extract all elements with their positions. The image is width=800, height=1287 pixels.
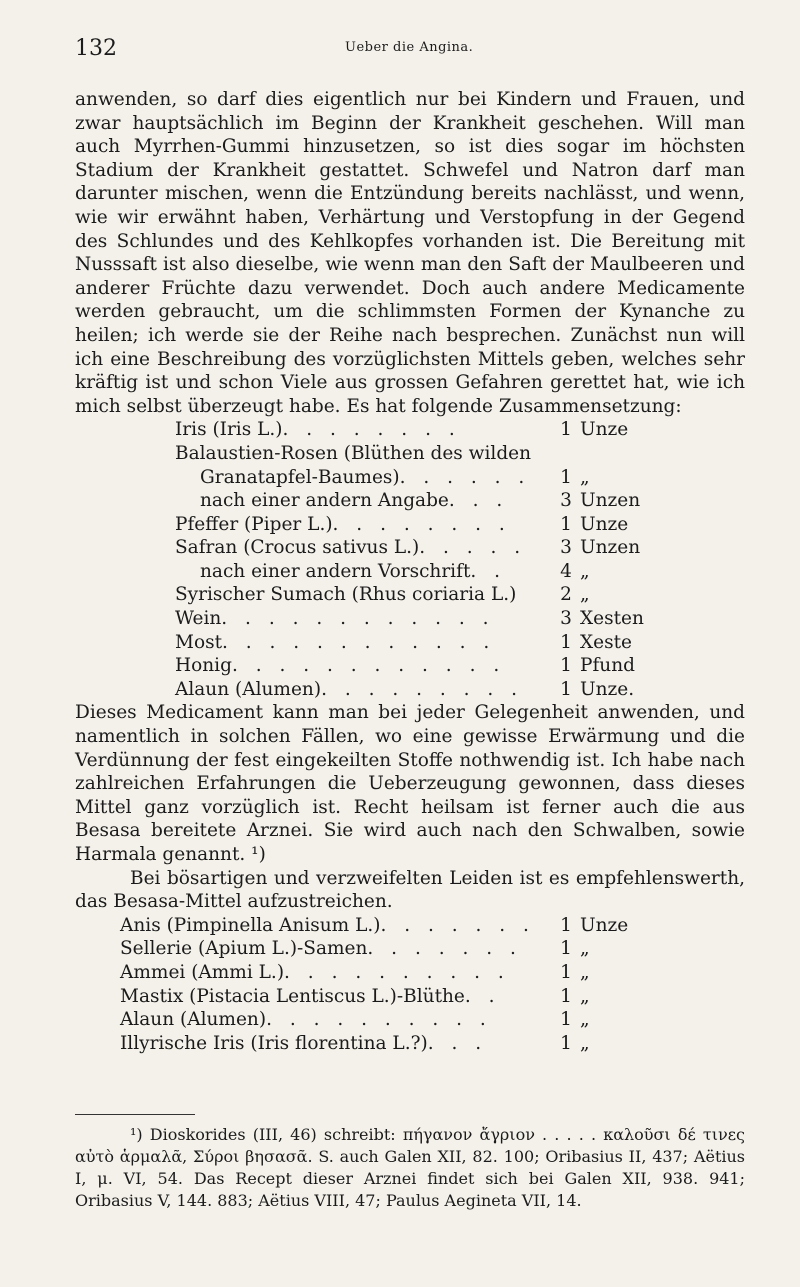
quantity: 3 (560, 490, 572, 512)
ingredient-name: Alaun (Alumen) (120, 1009, 267, 1031)
quantity: 1 (560, 938, 572, 960)
quantity: 1 (560, 655, 572, 677)
quantity: 1 (560, 419, 572, 441)
recipe-row (75, 442, 675, 466)
main-text (75, 88, 745, 1055)
unit: „ (580, 584, 590, 606)
page-number: 132 (75, 36, 117, 61)
quantity: 4 (560, 560, 572, 582)
recipe-list-1 (75, 418, 675, 701)
ingredient-name: Granatapfel-Baumes) (200, 466, 400, 488)
unit: Unze. (580, 678, 635, 700)
leader-dots: . . . . . . . . (282, 419, 461, 441)
leader-dots: . . . . . . . (380, 914, 535, 936)
leader-dots: . . (464, 985, 501, 1007)
recipe-row (75, 607, 675, 631)
recipe-list-2 (75, 914, 675, 1056)
paragraph: anwenden, so darf dies eigentlich nur bei Kindern und Frauen, und zwar hauptsächlich im Beginn der Krankheit geschehen. Will man auch Myrrhen-Gummi hinzusetzen, so ist dies sogar im höchsten Stadium der Krankheit gestattet. Schwefel und Natron darf man darunter mischen, wenn die Entzündung bereits nachlässt, und wenn, wie wir erwähnt haben, Verhärtung und Verstopfung in der Gegend des Schlundes und des Kehlkopfes vorhanden ist. Die Bereitung mit Nusssaft ist also dieselbe, wie wenn man den Saft der Maulbeeren und anderer Früchte dazu verwendet. Doch auch andere Medicamente werden gebraucht, um die schlimmsten Formen der Kynanche zu heilen; ich werde sie der Reihe nach besprechen. Zunächst nun will ich eine Beschreibung des vorzüglichsten Mittels geben, welches sehr kräftig ist und schon Viele aus grossen Gefahren gerettet hat, wie ich mich selbst überzeugt habe. Es hat folgende Zusammensetzung: (75, 89, 745, 417)
ingredient-name: Balaustien-Rosen (Blüthen des wilden (175, 442, 532, 464)
quantity: 1 (560, 513, 572, 535)
unit: „ (580, 1032, 590, 1054)
ingredient-name: Sellerie (Apium L.)-Samen (120, 938, 368, 960)
ingredient-name: Pfeffer (Piper L.) (175, 513, 333, 535)
leader-dots: . . . . . . . . . . . . (222, 631, 496, 653)
quantity: 2 (560, 584, 572, 606)
ingredient-name: nach einer andern Angabe (200, 490, 449, 512)
unit: Pfund (580, 655, 635, 677)
ingredient-name: Illyrische Iris (Iris florentina L.?) (120, 1032, 428, 1054)
running-head: Ueber die Angina. (345, 40, 474, 55)
recipe-row (75, 961, 675, 985)
recipe-row (75, 560, 675, 584)
quantity: 1 (560, 1009, 572, 1031)
footnote (75, 1124, 745, 1212)
leader-dots: . . . . . . . . . . . . (231, 655, 506, 677)
paragraph: Dieses Medicament kann man bei jeder Gelegenheit anwenden, und namentlich in solchen Fällen, wo eine gewisse Erwärmung und die Verdünnung der fest eingekeilten Stoffe nothwendig ist. Ich habe nach zahlreichen Erfahrungen die Ueberzeugung gewonnen, dass dieses Mittel ganz vorzüglich ist. Recht heilsam ist ferner auch die aus Besasa bereitete Arznei. Sie wird auch nach den Schwalben, sowie Harmala genannt. ¹) (75, 702, 745, 865)
unit: Unze (580, 513, 629, 535)
unit: Unzen (580, 490, 641, 512)
quantity: 1 (560, 678, 572, 700)
unit: „ (580, 560, 590, 582)
quantity: 1 (560, 985, 572, 1007)
leader-dots: . . . . . . . . . . (284, 961, 510, 983)
recipe-row (75, 678, 675, 702)
page-header (75, 36, 745, 66)
recipe-row (75, 985, 675, 1009)
recipe-row (75, 418, 675, 442)
unit: Unze (580, 914, 629, 936)
unit: Unze (580, 419, 629, 441)
unit: Unzen (580, 537, 641, 559)
ingredient-name: Ammei (Ammi L.) (120, 961, 285, 983)
leader-dots: . . . (448, 490, 509, 512)
paragraph: Bei bösartigen und verzweifelten Leiden ist es empfehlenswerth, das Besasa-Mittel aufzustreichen. (75, 867, 745, 913)
leader-dots: . . (470, 560, 507, 582)
ingredient-name: Syrischer Sumach (Rhus coriaria L.) (175, 584, 517, 606)
recipe-row (75, 513, 675, 537)
ingredient-name: Safran (Crocus sativus L.) (175, 537, 420, 559)
recipe-row (75, 1032, 675, 1056)
unit: Xesten (580, 608, 644, 630)
ingredient-name: nach einer andern Vorschrift (200, 560, 471, 582)
unit: „ (580, 466, 590, 488)
recipe-row (75, 654, 675, 678)
recipe-row (75, 937, 675, 961)
footnote-text: ¹) Dioskorides (III, 46) schreibt: πήγανον ἄγριον . . . . . καλοῦσι δέ τινες αὐτὸ ἁρμαλᾶ, Σύροι βησασᾶ. S. auch Galen XII, 82. 100; Oribasius II, 437; Aëtius I, μ. VI, 54. Das Recept dieser Arznei findet sich bei Galen XII, 938. 941; Oribasius V, 144. 883; Aëtius VIII, 47; Paulus Aegineta VII, 14. (75, 1125, 745, 1210)
unit: „ (580, 938, 590, 960)
ingredient-name: Mastix (Pistacia Lentiscus L.)-Blüthe (120, 985, 465, 1007)
recipe-row (75, 583, 675, 607)
unit: Xeste (580, 631, 632, 653)
recipe-row (75, 489, 675, 513)
footnote-divider (75, 1114, 195, 1115)
recipe-row (75, 914, 675, 938)
recipe-row (75, 631, 675, 655)
leader-dots: . . . (427, 1032, 488, 1054)
quantity: 1 (560, 914, 572, 936)
leader-dots: . . . . . . . (367, 938, 522, 960)
recipe-row (75, 1008, 675, 1032)
quantity: 3 (560, 608, 572, 630)
leader-dots: . . . . . . (399, 466, 531, 488)
unit: „ (580, 961, 590, 983)
leader-dots: . . . . . . . . . (321, 678, 524, 700)
quantity: 1 (560, 466, 572, 488)
quantity: 1 (560, 1032, 572, 1054)
leader-dots: . . . . . . . . . . (266, 1009, 492, 1031)
ingredient-name: Iris (Iris L.) (175, 419, 283, 441)
ingredient-name: Alaun (Alumen) (175, 678, 322, 700)
ingredient-name: Honig (175, 655, 232, 677)
ingredient-name: Wein (175, 608, 222, 630)
unit: „ (580, 1009, 590, 1031)
leader-dots: . . . . . . . . (332, 513, 511, 535)
ingredient-name: Most (175, 631, 223, 653)
recipe-row (75, 536, 675, 560)
leader-dots: . . . . . . . . . . . . (221, 608, 495, 630)
quantity: 1 (560, 631, 572, 653)
leader-dots: . . . . . (419, 537, 527, 559)
quantity: 1 (560, 961, 572, 983)
recipe-row (75, 466, 675, 490)
ingredient-name: Anis (Pimpinella Anisum L.) (120, 914, 381, 936)
unit: „ (580, 985, 590, 1007)
quantity: 3 (560, 537, 572, 559)
